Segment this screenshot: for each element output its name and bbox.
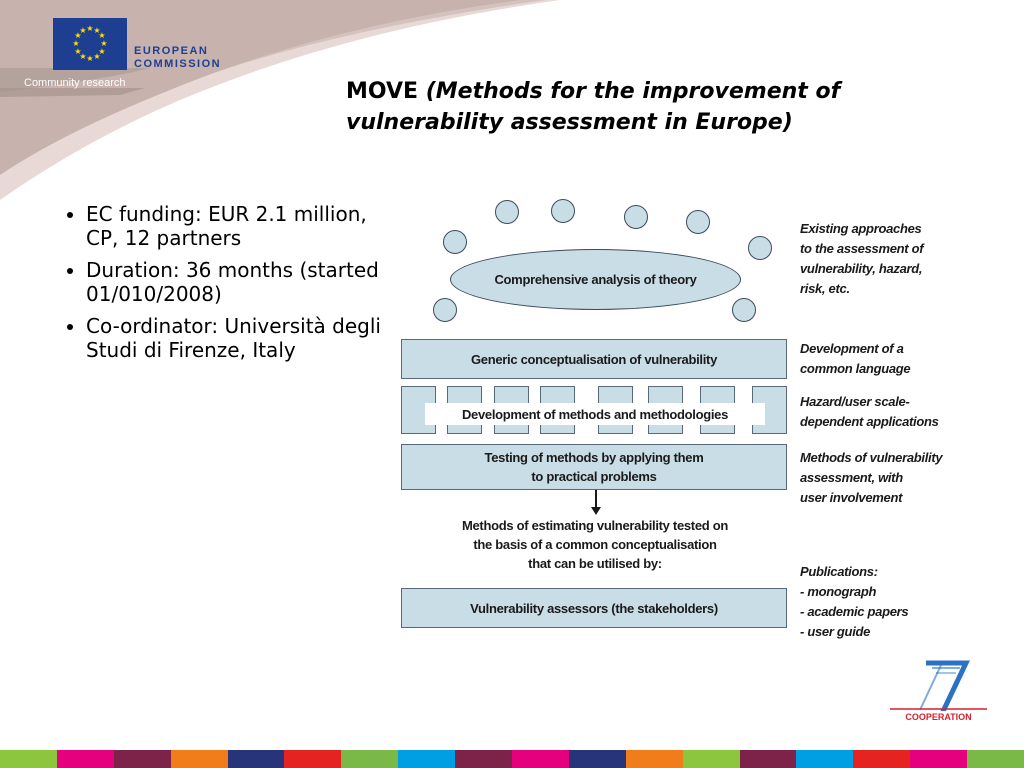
testing-line-1: Testing of methods by applying them	[484, 450, 704, 465]
annotation-line: - user guide	[800, 624, 871, 639]
conceptualisation-label: Generic conceptualisation of vulnerability	[470, 351, 718, 367]
annotation-line: assessment, with	[800, 470, 903, 485]
annotation-line: - academic papers	[800, 604, 909, 619]
logo-line-commission: COMMISSION	[134, 58, 222, 70]
annotation-line: Publications:	[800, 564, 878, 579]
annotation-line: dependent applications	[800, 414, 939, 429]
svg-text:★: ★	[74, 31, 82, 40]
color-bar-segment	[512, 750, 569, 768]
theory-circle	[495, 200, 519, 224]
testing-line-2: to practical problems	[531, 469, 657, 484]
svg-text:★: ★	[74, 47, 82, 56]
comprehensive-analysis-ellipse	[450, 249, 741, 310]
annotation-language	[800, 339, 910, 379]
color-bar-segment	[569, 750, 626, 768]
theory-circle	[686, 210, 710, 234]
svg-text:★: ★	[72, 39, 80, 48]
bullet-funding: • EC funding: EUR 2.1 million, CP, 12 partners	[86, 202, 392, 250]
mid-line-2: the basis of a common conceptualisation	[473, 537, 717, 552]
title-bold: MOVE	[346, 79, 426, 104]
annotation-line: common language	[800, 361, 911, 376]
svg-text:★: ★	[86, 54, 94, 63]
color-bar-segment	[455, 750, 512, 768]
annotation-line: Methods of vulnerability	[800, 450, 943, 465]
annotation-line: - monograph	[800, 584, 877, 599]
logo-line-european: EUROPEAN	[134, 45, 209, 57]
theory-circle	[433, 298, 457, 322]
svg-text:★: ★	[79, 52, 87, 61]
eu-flag-logo	[53, 18, 127, 70]
ellipse-label: Comprehensive analysis of theory	[494, 272, 697, 287]
svg-text:★: ★	[79, 26, 87, 35]
theory-circle	[551, 199, 575, 223]
annotation-publications	[800, 562, 908, 642]
svg-text:★: ★	[100, 39, 108, 48]
assessors-label: Vulnerability assessors (the stakeholders)	[470, 600, 718, 616]
annotation-line: Existing approaches	[800, 221, 922, 236]
annotation-line: Development of a	[800, 341, 904, 356]
color-bar-segment	[398, 750, 455, 768]
color-bar-segment	[626, 750, 683, 768]
annotation-line: user involvement	[800, 490, 903, 505]
color-bar-segment	[57, 750, 114, 768]
community-research-label: Community research	[24, 77, 126, 89]
annotation-line: Hazard/user scale-	[800, 394, 910, 409]
info-bullets	[58, 202, 392, 370]
cooperation-label: COOPERATION	[890, 711, 987, 723]
color-bar-segment	[0, 750, 57, 768]
color-bar-segment	[853, 750, 910, 768]
color-bar-segment	[284, 750, 341, 768]
title-italic: (Methods for the improvement of vulnerability assessment in Europe)	[346, 79, 841, 135]
annotation-line: vulnerability, hazard,	[800, 261, 923, 276]
assessors-box	[401, 588, 787, 628]
annotation-methods	[800, 448, 942, 508]
color-bar-segment	[967, 750, 1024, 768]
svg-text:★: ★	[98, 31, 106, 40]
color-bar-segment	[341, 750, 398, 768]
bottom-color-bar	[0, 750, 1024, 768]
estimation-text	[420, 516, 770, 573]
bullet-coordinator: • Co-ordinator: Università degli Studi di Firenze, Italy	[86, 314, 392, 362]
mid-line-1: Methods of estimating vulnerability tested on	[461, 518, 729, 533]
svg-text:★: ★	[93, 26, 101, 35]
color-bar-segment	[171, 750, 228, 768]
annotation-hazard	[800, 392, 939, 432]
color-bar-segment	[796, 750, 853, 768]
annotation-line: to the assessment of	[800, 241, 924, 256]
theory-circle	[748, 236, 772, 260]
mid-line-3: that can be utilised by:	[528, 556, 662, 571]
conceptualisation-box	[401, 339, 787, 379]
theory-circle	[624, 205, 648, 229]
svg-text:★: ★	[93, 52, 101, 61]
theory-circle	[443, 230, 467, 254]
theory-circle	[732, 298, 756, 322]
color-bar-segment	[683, 750, 740, 768]
color-bar-segment	[114, 750, 171, 768]
svg-text:★: ★	[98, 47, 106, 56]
methods-label-box	[425, 403, 765, 425]
bullet-duration: • Duration: 36 months (started 01/010/2008)	[86, 258, 392, 306]
color-bar-segment	[910, 750, 967, 768]
annotation-existing	[800, 219, 923, 299]
eu-stars-icon	[53, 18, 127, 70]
down-arrow-icon	[588, 490, 604, 516]
svg-text:★: ★	[86, 24, 94, 33]
color-bar-segment	[740, 750, 797, 768]
page-title	[346, 76, 986, 138]
annotation-line: risk, etc.	[800, 281, 850, 296]
color-bar-segment	[228, 750, 285, 768]
methods-label: Development of methods and methodologies	[461, 406, 729, 422]
testing-box	[401, 444, 787, 490]
